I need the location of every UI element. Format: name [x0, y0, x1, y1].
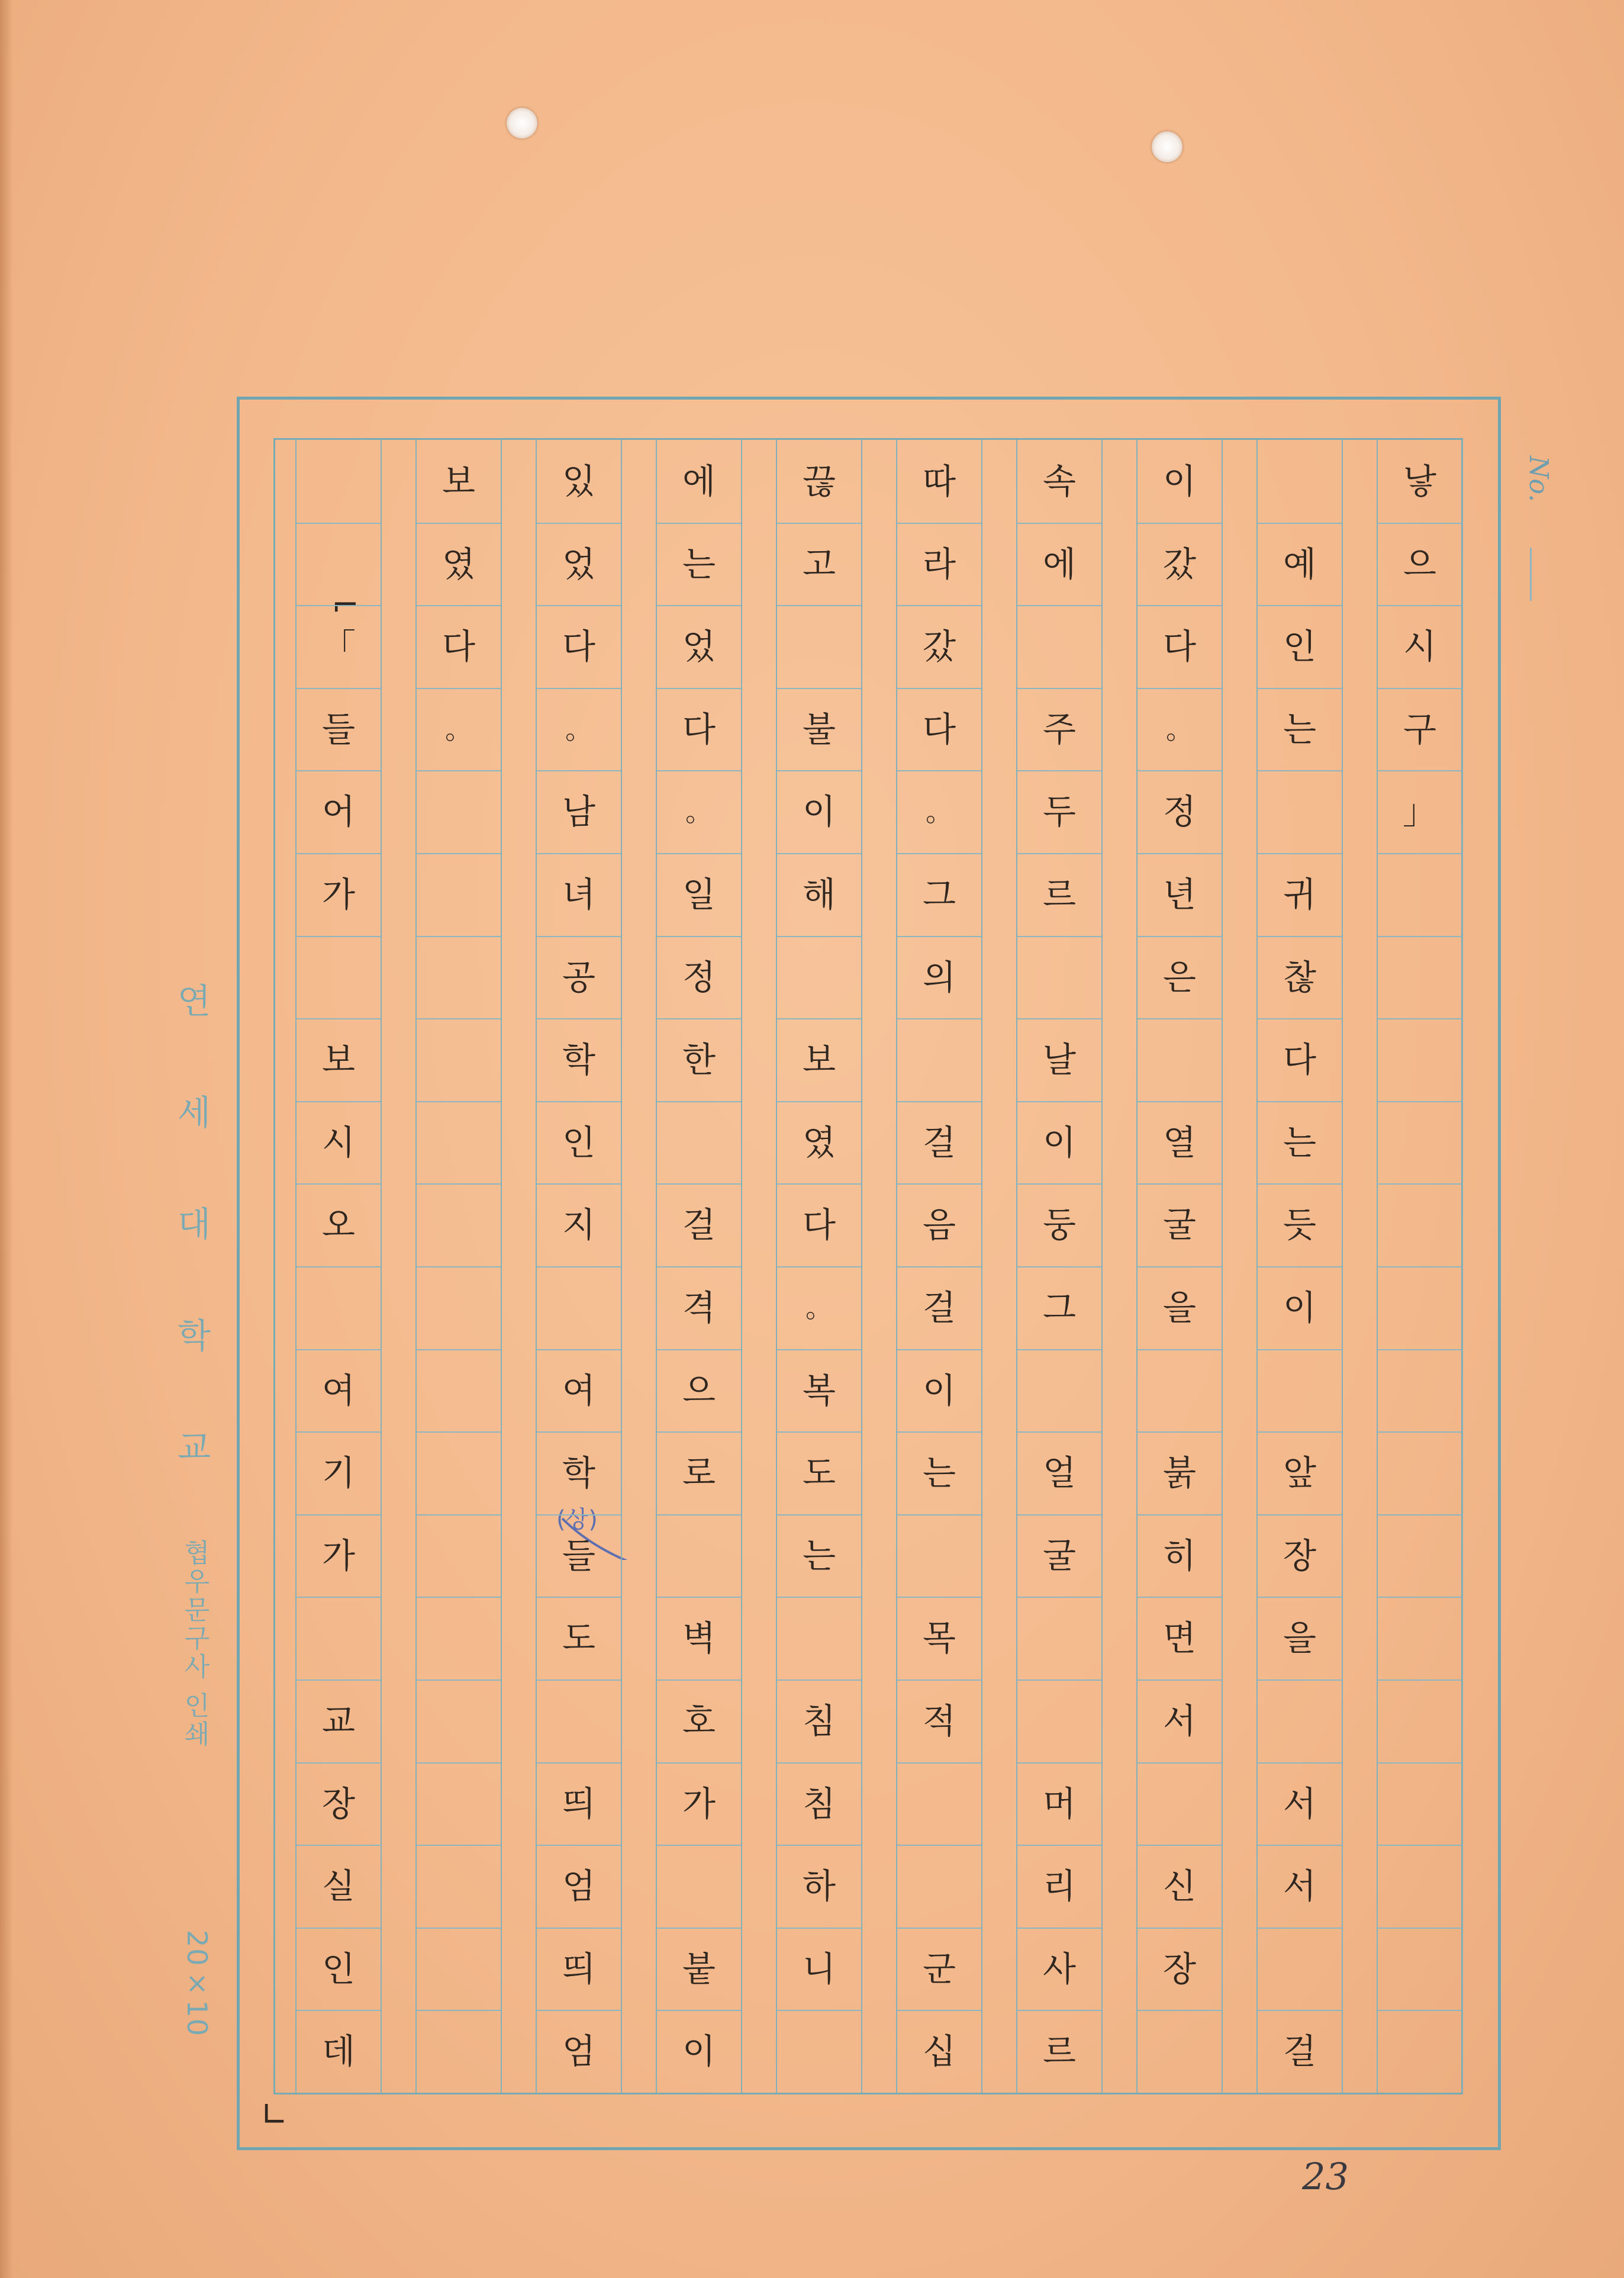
manuscript-char: 다 [802, 1205, 836, 1246]
manuscript-char: 고 [802, 543, 836, 584]
manuscript-char: 르 [1042, 2031, 1077, 2072]
manuscript-char: 엄 [562, 2031, 596, 2072]
manuscript-char: 걸 [682, 1205, 716, 1246]
manuscript-char: 리 [1042, 1866, 1077, 1907]
manuscript-char: 을 [1162, 1288, 1197, 1328]
manuscript-char: 벽 [682, 1618, 716, 1659]
manuscript-char: 귀 [1283, 874, 1317, 915]
manuscript-char: 다 [682, 709, 716, 749]
manuscript-char: 녀 [562, 874, 596, 915]
manuscript-char: 도 [802, 1453, 836, 1494]
manuscript-char: 시 [321, 1122, 356, 1163]
manuscript-char: 복 [802, 1370, 836, 1411]
manuscript-char: 르 [1042, 874, 1077, 915]
manuscript-char: 호 [682, 1701, 716, 1741]
manuscript-char: 히 [1162, 1535, 1197, 1576]
manuscript-char: 이 [802, 791, 836, 832]
manuscript-char: 신 [1162, 1866, 1197, 1907]
manuscript-char: 인 [321, 1948, 356, 1989]
manuscript-char: 걸 [922, 1122, 956, 1163]
manuscript-char: 엄 [562, 1866, 596, 1907]
manuscript-char: 시 [1403, 626, 1437, 667]
manuscript-char: 끊 [802, 461, 836, 501]
manuscript-char: 。 [926, 796, 953, 828]
manuscript-char: 듯 [1283, 1205, 1317, 1246]
manuscript-char: 는 [1283, 709, 1317, 749]
paper-edge [0, 0, 13, 2278]
manuscript-char: 보 [442, 461, 476, 501]
manuscript-char: 얼 [1042, 1453, 1077, 1494]
grid-row-line [417, 1349, 501, 1350]
grid-row-line [417, 1183, 501, 1185]
manuscript-char: 따 [922, 461, 956, 501]
page-number: 23 [1302, 2155, 1349, 2198]
grid-row-line [417, 2010, 501, 2011]
grid-row-line [417, 1431, 501, 1433]
manuscript-char: 군 [922, 1948, 956, 1989]
manuscript-char: 은 [1162, 957, 1197, 998]
manuscript-char: 。 [565, 713, 592, 745]
manuscript-char: 굴 [1162, 1205, 1197, 1246]
manuscript-char: 다 [1283, 1040, 1317, 1080]
grid-row-line [1378, 2010, 1462, 2011]
manuscript-char: 한 [682, 1040, 716, 1080]
manuscript-char: 도 [562, 1618, 596, 1659]
manuscript-char: 」 [1402, 791, 1437, 832]
manuscript-char: 데 [321, 2031, 356, 2072]
manuscript-char: 가 [321, 874, 356, 915]
manuscript-char: 붙 [682, 1948, 716, 1989]
punch-hole-left [507, 108, 537, 139]
punch-hole-right [1152, 131, 1182, 162]
manuscript-char: 여 [321, 1370, 356, 1411]
manuscript-char: 였 [442, 543, 476, 584]
grid-row-line [1378, 1928, 1462, 1929]
manuscript-char: 인 [1283, 626, 1317, 667]
grid-row-line [417, 936, 501, 937]
manuscript-char: 열 [1162, 1122, 1197, 1163]
manuscript-char: 이 [1042, 1122, 1077, 1163]
manuscript-char: 보 [321, 1040, 356, 1080]
manuscript-char: 띄 [562, 1783, 596, 1824]
grid-row-line [417, 1101, 501, 1102]
manuscript-char: 그 [922, 874, 956, 915]
manuscript-char: 으 [1403, 543, 1437, 584]
manuscript-char: 정 [1162, 791, 1197, 832]
manuscript-char: 정 [682, 957, 716, 998]
manuscript-char: 장 [321, 1783, 356, 1824]
manuscript-char: 앞 [1283, 1453, 1317, 1494]
manuscript-char: 면 [1162, 1618, 1197, 1659]
grid-row-line [417, 1514, 501, 1516]
grid-row-line [1017, 1679, 1101, 1681]
manuscript-char: 는 [922, 1453, 956, 1494]
grid-row-line [417, 1679, 501, 1681]
closing-bracket-mark: ∟ [260, 2096, 288, 2134]
manuscript-char: 남 [562, 791, 596, 832]
manuscript-char: 예 [1283, 543, 1317, 584]
manuscript-char: 이 [1162, 461, 1197, 501]
manuscript-char: 속 [1042, 461, 1077, 501]
manuscript-char: 갔 [922, 626, 956, 667]
grid-row-line [897, 1845, 981, 1846]
grid-row-line [1378, 1762, 1462, 1764]
manuscript-char: 지 [562, 1205, 596, 1246]
manuscript-char: 여 [562, 1370, 596, 1411]
manuscript-char: 라 [922, 543, 956, 584]
number-label: No. [1523, 456, 1554, 503]
manuscript-char: 이 [682, 2031, 716, 2072]
grid-row-line [1378, 1101, 1462, 1102]
manuscript-char: 띄 [562, 1948, 596, 1989]
manuscript-char: 니 [802, 1948, 836, 1989]
grid-size-print: 20×10 [181, 1930, 213, 2038]
manuscript-char: 낳 [1403, 461, 1437, 501]
manuscript-char: 이 [1283, 1288, 1317, 1328]
grid-row-line [1378, 1431, 1462, 1433]
manuscript-char: 들 [562, 1535, 596, 1576]
manuscript-char: 는 [1283, 1122, 1317, 1163]
manuscript-char: 목 [922, 1618, 956, 1659]
manuscript-char: 갔 [1162, 543, 1197, 584]
manuscript-char: 장 [1162, 1948, 1197, 1989]
manuscript-char: 보 [802, 1040, 836, 1080]
manuscript-char: 년 [1162, 874, 1197, 915]
opening-bracket-mark: ⌐ [331, 586, 359, 625]
grid-row-line [417, 1597, 501, 1598]
manuscript-char: 음 [922, 1205, 956, 1246]
manuscript-char: 었 [562, 543, 596, 584]
manuscript-char: 로 [682, 1453, 716, 1494]
grid-row-line [1378, 1183, 1462, 1185]
manuscript-char: 었 [682, 626, 716, 667]
manuscript-char: 격 [682, 1288, 716, 1328]
manuscript-char: 날 [1042, 1040, 1077, 1080]
manuscript-char: 일 [682, 874, 716, 915]
grid-row-line [1378, 1514, 1462, 1516]
manuscript-char: 둥 [1042, 1205, 1077, 1246]
manuscript-char: 주 [1042, 709, 1077, 749]
grid-row-line [1378, 1679, 1462, 1681]
grid-row-line [417, 1928, 501, 1929]
manuscript-char: 「 [321, 626, 356, 667]
manuscript-char: 학 [562, 1040, 596, 1080]
grid-row-line [1378, 1018, 1462, 1019]
manuscript-char: 공 [562, 957, 596, 998]
manuscript-char: 머 [1042, 1783, 1077, 1824]
manuscript-char: 구 [1403, 709, 1437, 749]
manuscript-char: 찮 [1283, 957, 1317, 998]
manuscript-char: 사 [1042, 1948, 1077, 1989]
manuscript-char: 서 [1283, 1866, 1317, 1907]
manuscript-char: 을 [1283, 1618, 1317, 1659]
grid-row-line [417, 1018, 501, 1019]
manuscript-char: 굴 [1042, 1535, 1077, 1576]
manuscript-char: 침 [802, 1701, 836, 1741]
grid-row-line [1378, 936, 1462, 937]
printer-print: 협우문구사 인쇄 [179, 1539, 210, 1749]
grid-row-line [1378, 1597, 1462, 1598]
manuscript-char: 에 [1042, 543, 1077, 584]
manuscript-char: 침 [802, 1783, 836, 1824]
manuscript-char: 。 [685, 796, 713, 828]
grid-row-line [1378, 1845, 1462, 1846]
manuscript-char: 있 [562, 461, 596, 501]
manuscript-char: 그 [1042, 1288, 1077, 1328]
manuscript-char: 해 [802, 874, 836, 915]
manuscript-char: 들 [321, 709, 356, 749]
manuscript-char: 서 [1283, 1783, 1317, 1824]
manuscript-char: 걸 [1283, 2031, 1317, 2072]
number-label-underline [1530, 548, 1532, 601]
pen-annotation-text: (상) [556, 1506, 598, 1533]
manuscript-char: 붉 [1162, 1453, 1197, 1494]
manuscript-char: 교 [321, 1701, 356, 1741]
manuscript-char: 가 [321, 1535, 356, 1576]
grid-row-line [417, 853, 501, 854]
manuscript-char: 는 [682, 543, 716, 584]
manuscript-char: 。 [1166, 713, 1193, 745]
manuscript-char: 으 [682, 1370, 716, 1411]
manuscript-char: 실 [321, 1866, 356, 1907]
grid-row-line [417, 1762, 501, 1764]
grid-row-line [1378, 1266, 1462, 1267]
grid-row-line [297, 523, 381, 524]
manuscript-char: 는 [802, 1535, 836, 1576]
manuscript-char: 하 [802, 1866, 836, 1907]
manuscript-char: 인 [562, 1122, 596, 1163]
manuscript-char: 다 [442, 626, 476, 667]
manuscript-char: 였 [802, 1122, 836, 1163]
manuscript-char: 다 [1162, 626, 1197, 667]
grid-row-line [417, 1845, 501, 1846]
manuscript-char: 기 [321, 1453, 356, 1494]
manuscript-char: 학 [562, 1453, 596, 1494]
manuscript-char: 에 [682, 461, 716, 501]
manuscript-char: 다 [922, 709, 956, 749]
manuscript-char: 。 [445, 713, 472, 745]
manuscript-char: 의 [922, 957, 956, 998]
manuscript-char: 이 [922, 1370, 956, 1411]
manuscript-char: 적 [922, 1701, 956, 1741]
manuscript-char: 어 [321, 791, 356, 832]
manuscript-char: 십 [922, 2031, 956, 2072]
manuscript-char: 서 [1162, 1701, 1197, 1741]
manuscript-char: 장 [1283, 1535, 1317, 1576]
manuscript-char: 다 [562, 626, 596, 667]
grid-row-line [417, 1266, 501, 1267]
manuscript-char: 걸 [922, 1288, 956, 1328]
manuscript-char: 。 [805, 1292, 833, 1324]
manuscript-char: 두 [1042, 791, 1077, 832]
manuscript-char: 불 [802, 709, 836, 749]
manuscript-char: 오 [321, 1205, 356, 1246]
manuscript-char: 가 [682, 1783, 716, 1824]
grid-row-line [1378, 1349, 1462, 1350]
university-print: 연 세 대 학 교 [171, 983, 211, 1497]
